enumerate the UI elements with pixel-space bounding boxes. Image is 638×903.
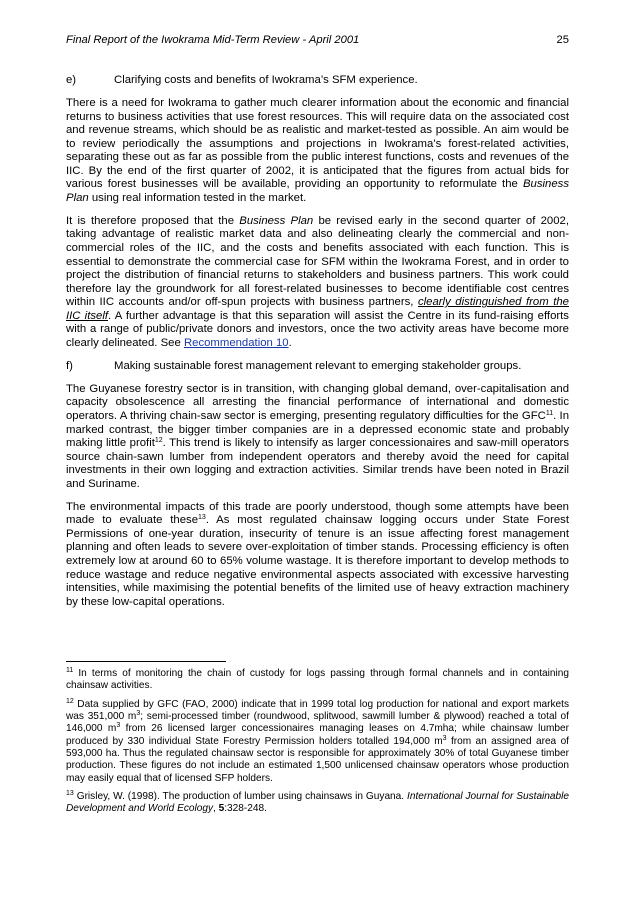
footnotes (66, 668, 569, 822)
page-header (66, 33, 569, 47)
superscript: 3 (136, 710, 141, 718)
footnote-number: 11 (66, 667, 74, 674)
header-title: Final Report of the Iwokrama Mid-Term Review - April 2001 (66, 34, 360, 46)
underlined-emphasis: clearly distinguished from the IIC itself (66, 296, 569, 322)
text-run: . (288, 336, 292, 349)
footnote-text: :328-248. (224, 803, 267, 815)
paragraph-4 (66, 501, 569, 609)
footnote-ref-12[interactable]: 12 (154, 437, 163, 445)
text-run: There is a need for Iwokrama to gather much clearer information about the economic and financial returns to business activities that use forest resources. This will require data on the associated cost and revenue streams, which should be as realistic and market-tested as possible. An aim would be to review periodically the assumptions and projections in Iwokrama’s forest-related activities, separating these out as far as possible from the public interest functions, costs and revenues of the IIC. By the end of the first quarter of 2002, it is anticipated that the figures from actual bids for various forest businesses will be available, providing an opportunity to reformulate the (66, 97, 569, 191)
section-e-title: Clarifying costs and benefits of Iwokrama’s SFM experience. (114, 74, 418, 86)
text-run: . As most regulated chainsaw logging occurs under State Forest Permissions of one-year duration, insecurity of tenure is an issue affecting forest management planning and often leads to severe over-exploitation of timber stands. Processing efficiency is often extremely low at around 60 to 65% volume wastage. It is therefore important to develop methods to reduce wastage and reduce negative environmental aspects associated with excessive harvesting intensities, while maximising the potential benefits of the limited use of heavy extraction machinery by these low-capital operations. (66, 514, 569, 608)
section-f-label: f) (66, 359, 73, 372)
superscript: 3 (442, 734, 447, 742)
text-run: It is therefore proposed that the (66, 214, 240, 227)
text-run: using real information tested in the market. (88, 191, 307, 204)
footnote-number: 12 (66, 697, 74, 705)
paragraph-2 (66, 215, 569, 350)
text-run: be revised early in the second quarter of 2002, taking advantage of realistic market data and also delineating clearly the commercial and non-commercial roles of the IIC, and the costs and benefits associated with each function. This is essential to demonstrate the commercial case for SFM within the Iwokrama Forest, and in order to project the distribution of financial returns to stakeholders and business partners. This work could therefore lay the groundwork for all forest-related businesses to become identifiable cost centres within IIC accounts and/or off-spun projects with business partners, (66, 214, 569, 309)
footnote-text: ; semi-processed timber (roundwood, splitwood, sawmill lumber & plywood) reached a total of 146,000 m (66, 711, 569, 735)
volume-number: 5 (218, 803, 225, 815)
text-run: . In marked contrast, the bigger timber companies are in a depressed economic state and probably making little profit (66, 410, 569, 450)
text-run: The Guyanese forestry sector is in transition, with changing global demand, over-capitalisation and capacity obsolescence all arresting the financial performance of international and domestic operators. A thriving chain-saw sector is emerging, presenting regulatory difficulties for the GFC (66, 382, 569, 423)
footnote-separator (66, 661, 226, 662)
footnote-text: from an assigned area of 593,000 ha. Thus the regulated chainsaw sector is responsible for approximately 30% of total Guyanese timber production. These figures do not include an estimated 1,500 unlicensed chainsaw operators whose production may easily equal that of licensed SFP holders. (66, 735, 569, 784)
section-f-title: Making sustainable forest management relevant to emerging stakeholder groups. (114, 359, 522, 372)
paragraph-3 (66, 383, 569, 491)
footnote-text: Grisley, W. (1998). The production of lumber using chainsaws in Guyana. (73, 791, 408, 803)
footnote-text: from 26 licensed larger concessionaires managing leases on 4.7mha; while chainsaw lumber produced by 330 individual State Forestry Permission holders totalled 194,000 m (66, 723, 569, 747)
footnote-text: In terms of monitoring the chain of custody for logs passing through formal channels and in containing chainsaw activities. (66, 668, 569, 692)
footnote-text: , (213, 803, 219, 815)
section-e-label: e) (66, 74, 77, 86)
text-run: . A further advantage is that this separation will assist the Centre in its fund-raising efforts with a range of public/private donors and investors, once the two activity areas have become more clearly delineated. See (66, 309, 569, 349)
footnote-12 (66, 699, 569, 785)
journal-title: International Journal for Sustainable Development and World Ecology (66, 791, 570, 815)
footnote-ref-13[interactable]: 13 (198, 514, 206, 522)
page-number: 25 (556, 34, 569, 46)
superscript: 3 (116, 722, 121, 730)
italic-business-plan: Business Plan (239, 214, 314, 227)
paragraph-1 (66, 97, 569, 205)
footnote-text: Data supplied by GFC (FAO, 2000) indicate that in 1999 total log production for national and export markets was 351,000 m (66, 698, 569, 723)
footnote-13 (66, 791, 569, 816)
recommendation-10-link[interactable]: Recommendation 10 (183, 336, 289, 349)
text-run: The environmental impacts of this trade are poorly understood, though some attempts have been made to evaluate these (66, 500, 569, 527)
footnote-11 (66, 668, 569, 693)
italic-business-plan: Business Plan (66, 178, 569, 204)
footnote-number: 13 (66, 790, 74, 798)
body-text (66, 74, 569, 619)
section-e-heading (66, 74, 569, 88)
footnote-ref-11[interactable]: 11 (545, 410, 554, 418)
text-run: . This trend is likely to intensify as larger concessionaires and saw-mill operators source chain-sawn lumber from independent operators and thereby avoid the need for capital investments in their own logging and extraction activities. Similar trends have been noted in Brazil and Suriname. (66, 437, 569, 490)
section-f-heading (66, 360, 569, 374)
